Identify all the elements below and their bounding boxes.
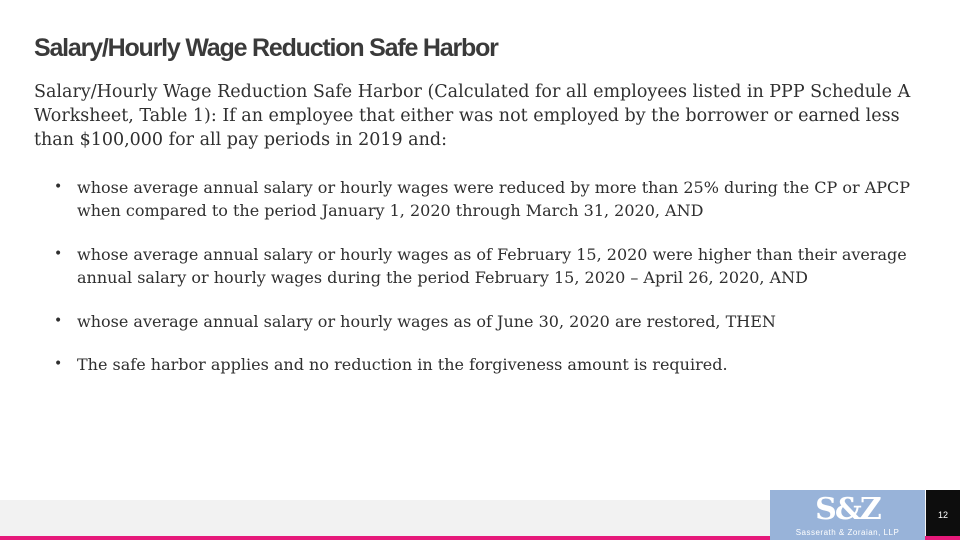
bullet-item: • whose average annual salary or hourly wages were reduced by more than 25% during the CP or APCP when compared to the period January 1, 2020 through March 31, 2020, AND	[52, 176, 927, 222]
bullet-item: • The safe harbor applies and no reduction in the forgiveness amount is required.	[52, 353, 927, 376]
logo-mark: S&Z	[815, 492, 880, 527]
page-number-box	[926, 490, 960, 536]
company-logo	[770, 490, 925, 540]
slide-title: Salary/Hourly Wage Reduction Safe Harbor	[34, 34, 498, 62]
page-number: 12	[937, 510, 948, 520]
bullet-list	[52, 176, 927, 376]
bullet-item: • whose average annual salary or hourly wages as of June 30, 2020 are restored, THEN	[52, 310, 927, 333]
intro-paragraph: Salary/Hourly Wage Reduction Safe Harbor (Calculated for all employees listed in PPP Schedule A Worksheet, Table 1): If an employee that either was not employed by the borrower or earned less than $100,000 for all pay periods in 2019 and:	[34, 82, 911, 150]
bullet-item: • whose average annual salary or hourly wages as of February 15, 2020 were higher than their average annual salary or hourly wages during the period February 15, 2020 – April 26, 2020, AND	[52, 243, 927, 289]
logo-company-name: Sasserath & Zoraian, LLP	[795, 528, 900, 537]
